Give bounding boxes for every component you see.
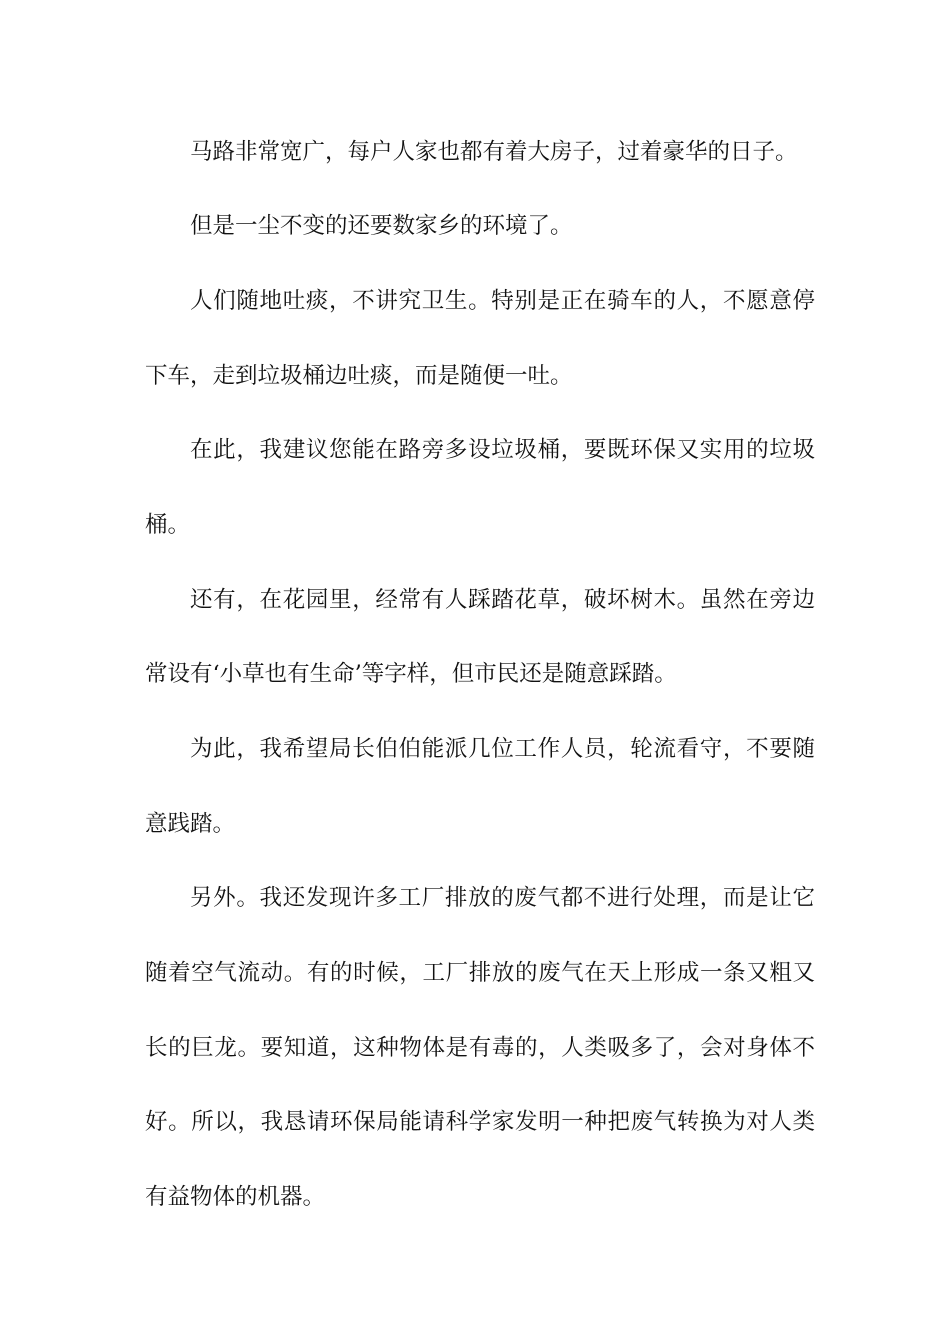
- text-line: 另外。我还发现许多工厂排放的废气都不进行处理，而是让它: [190, 885, 815, 911]
- text-line: 在此，我建议您能在路旁多设垃圾桶，要既环保又实用的垃圾: [190, 437, 815, 463]
- text-line: 人们随地吐痰，不讲究卫生。特别是正在骑车的人，不愿意停: [190, 288, 815, 314]
- text-line: 好。所以，我恳请环保局能请科学家发明一种把废气转换为对人类: [145, 1109, 815, 1135]
- text-line: 下车，走到垃圾桶边吐痰，而是随便一吐。: [145, 363, 573, 389]
- text-line: 为此，我希望局长伯伯能派几位工作人员，轮流看守，不要随: [190, 736, 815, 762]
- text-line: 还有，在花园里，经常有人踩踏花草，破坏树木。虽然在旁边: [190, 587, 815, 613]
- text-line: 长的巨龙。要知道，这种物体是有毒的，人类吸多了，会对身体不: [145, 1035, 815, 1061]
- text-line: 有益物体的机器。: [145, 1184, 326, 1210]
- text-line: 随着空气流动。有的时候，工厂排放的废气在天上形成一条又粗又: [145, 960, 815, 986]
- text-line: 意践踏。: [145, 811, 236, 837]
- text-line: 桶。: [145, 512, 191, 538]
- text-line: 常设有‘小草也有生命’等字样，但市民还是随意踩踏。: [145, 661, 677, 687]
- text-line: 但是一尘不变的还要数家乡的环境了。: [190, 213, 573, 239]
- text-line: 马路非常宽广，每户人家也都有着大房子，过着豪华的日子。: [190, 139, 798, 165]
